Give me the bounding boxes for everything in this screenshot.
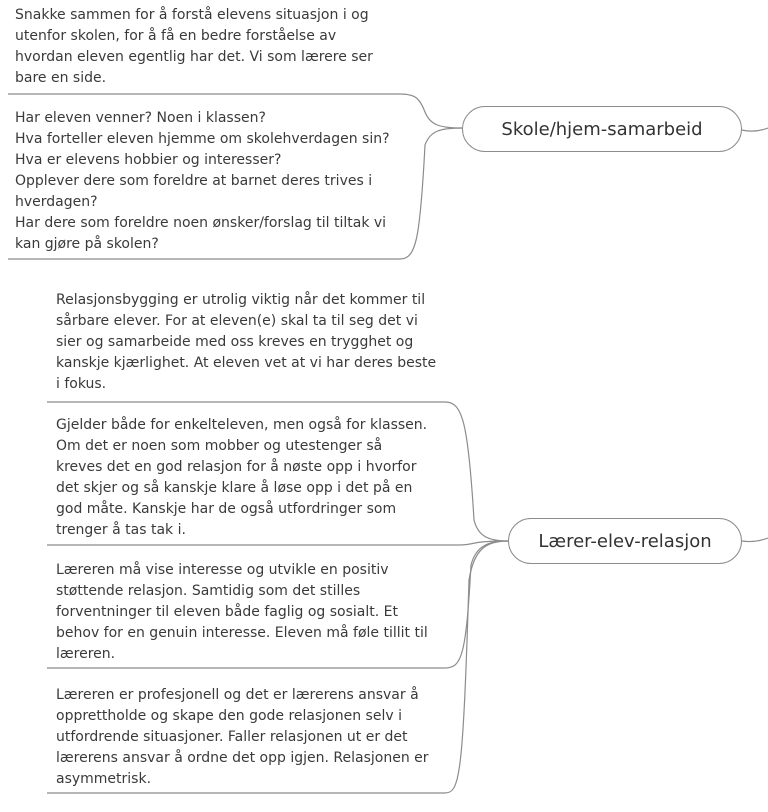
connector-laerer-elev-out bbox=[742, 538, 768, 542]
topic-skole-hjem-samarbeid[interactable] bbox=[462, 106, 742, 152]
topic-label: Lærer-elev-relasjon bbox=[538, 530, 712, 552]
connector-laerer-elev-note-2 bbox=[47, 541, 508, 545]
note-laerer-elev-1: Relasjonsbygging er utrolig viktig når det kommer til sårbare elever. For at eleven(e) skal ta til seg det vi sier og samarbeide med oss kreves en trygghet og kanskje kjærlighet. At eleven vet at vi har deres beste i fokus. bbox=[56, 292, 437, 392]
topic-label: Skole/hjem-samarbeid bbox=[501, 118, 703, 140]
note-laerer-elev-4: Læreren er profesjonell og det er lærerens ansvar å opprettholde og skape den gode relasjonen selv i utfordrende situasjoner. Faller relasjonen ut er det lærerens ansvar å ordne det opp igjen. Relasjonen er asymmetrisk. bbox=[56, 687, 429, 787]
note-laerer-elev-3: Læreren må vise interesse og utvikle en positiv støttende relasjon. Samtidig som det stilles forventninger til eleven både faglig og sosialt. Et behov for en genuin interesse. Eleven må føle tillit til læreren. bbox=[56, 562, 428, 662]
note-laerer-elev-2: Gjelder både for enkelteleven, men også for klassen. Om det er noen som mobber og utestenger så kreves det en god relasjon for å nøste opp i hvorfor det skjer og så kanskje klare å løse opp i det på en god måte. Kanskje har de også utfordringer som trenger å tas tak i. bbox=[56, 417, 428, 538]
note-skole-hjem-2: Har eleven venner? Noen i klassen? Hva forteller eleven hjemme om skolehverdagen sin? Hva er elevens hobbier og interesser? Opplever dere som foreldre at barnet deres trives i hverdagen? Har dere som foreldre noen ønsker/forslag til tiltak vi kan gjøre på skolen? bbox=[15, 110, 390, 252]
connector-skole-hjem-out bbox=[742, 128, 768, 131]
note-skole-hjem-1: Snakke sammen for å forstå elevens situasjon i og utenfor skolen, for å få en bedre forståelse av hvordan eleven egentlig har det. Vi som lærere ser bare en side. bbox=[15, 7, 373, 86]
topic-laerer-elev-relasjon[interactable] bbox=[508, 518, 742, 564]
